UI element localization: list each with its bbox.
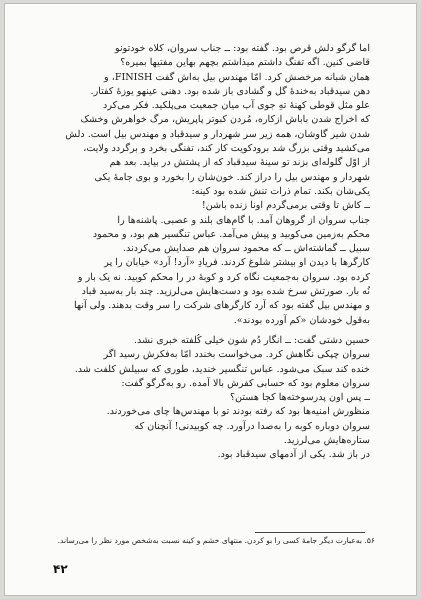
footnote-divider — [255, 532, 365, 533]
text-line: یکی‌شان بکند. تمام ذرات تنش شده بود کینه: — [191, 185, 370, 197]
text-line: اما گرگو دلش قرص بود. گفته بود: ــ جناب سروان، کلاه خودتونو — [114, 43, 370, 54]
text-line: علو مثل قوطی کهنهٔ تهِ جوی آب میان جمعیت می‌پلکید. فکر می‌کرد — [103, 100, 370, 112]
text-line: قاضی کنین. اگه تفنگ داشتم میذاشتم بچهم بهاین مفتیها بمیره؟ — [120, 57, 370, 69]
text-line: ستاره‌هایش می‌لرزید. — [283, 435, 370, 447]
page-number: ۴۲ — [53, 562, 68, 576]
text-line: نُه بار. صورتش سرخ شده بود و دست‌هایش می‌لرزید. چند بار به‌سید قباد — [81, 286, 370, 298]
text-line: کرده بود. سروان به‌جمعیت نگاه کرد و کوبهٔ در را محکم کوبید. نه یک بار و — [77, 271, 370, 283]
text-line: به‌قول خودشان «کم آورده بودند». — [233, 314, 370, 326]
text-line: حسین دشتی گفت: ــ انگار دُم شون خیلی کُلفته خبری نشد. — [133, 334, 370, 346]
text-line: از اوّل گلوله‌ای بزند تو سینهٔ سیدقباد که از پشتش در بیاید. بعد هم — [109, 157, 370, 169]
text-line: دهن سیدقباد به‌خندهٔ گل و گشادی باز شده بود. دهنی عینهو یوزهٔ کفتار. — [90, 85, 370, 97]
text-line: جناب سروان از گروهان آمد. با گام‌های بلند و عصبی. پاشنه‌ها را — [117, 214, 370, 226]
text-line: سروان معلوم بود که حسابی کفرش بالا آمده. رو به‌گرگو گفت: — [121, 377, 370, 389]
text-line: سروان دوباره کوبه را به‌صدا درآورد. چه کوبیدنی! آنچنان که — [134, 420, 370, 432]
text-line: سروان چپکی نگاهش کرد. می‌خواست بخندد امّا به‌فکرش رسید اگر — [103, 349, 370, 361]
text-line: می‌کشید وقتی بزرگ شد برودکویت کار کند، تفنگی بخرد و برگردد ولایت، — [83, 143, 370, 155]
text-line: سبیل ــ گماشته‌اش ــ که محمود سروان هم صدایش می‌کردند. — [123, 243, 370, 255]
text-line: منظورش امنیه‌ها بود که رفته بودند تو با مهندس‌ها چای می‌خوردند. — [106, 406, 370, 418]
text-line: شهردار و مهندس بیل را دراز کند. خون‌شان را بخورد و بوی جامهٔ یکی — [94, 171, 370, 183]
text-line: که اخراج شدن باباش ازکاره، مُردن کبوتر پاپریش، مرگ خواهرش وخشک — [80, 114, 370, 126]
text-line: خنده کند سبک می‌شود. عباس تنگسیر خندید، طوری که سبیلش کلفت شد. — [74, 363, 370, 375]
text-line: همان شبانه مرخصش کرد. امّا مهندس بیل به‌اش گفت FINISH، و — [104, 71, 370, 83]
body-text — [58, 42, 370, 463]
text-line: ــ کاش تا وقتی برمی‌گردم اونا زنده باشن! — [201, 200, 370, 212]
text-line: در باز شد. یکی از آدمهای سیدقباد بود. — [217, 449, 370, 461]
text-line: کارگرها با دیدن او بیشتر شلوغ کردند. فریادِ «آرد! آرد» خیابان را پر — [104, 257, 370, 269]
text-line: محکم به‌زمین می‌کوبید و پیش می‌آمد. عباس تنگسیر هم بود، و محمود — [92, 228, 370, 240]
footnote: ۵۶. به‌عبارت دیگر جامهٔ کسی را بو کردن. منتهای خشم و کینه نسبت به‌شخص مورد نظر را می‌رساند. — [57, 536, 375, 545]
text-line: شدن شیر گاوشان، همه زیر سر شهردار و سیدقباد و مهندس بیل است. دلش — [65, 128, 370, 140]
book-page — [4, 3, 417, 596]
text-line: و مهندس بیل گفته بود که آرد کارگرهای شرکت را سر وقت بدهند. ولی آنها — [73, 300, 370, 312]
text-line: ــ پس اون پدرسوخته‌ها کجا هستن؟ — [230, 392, 370, 404]
